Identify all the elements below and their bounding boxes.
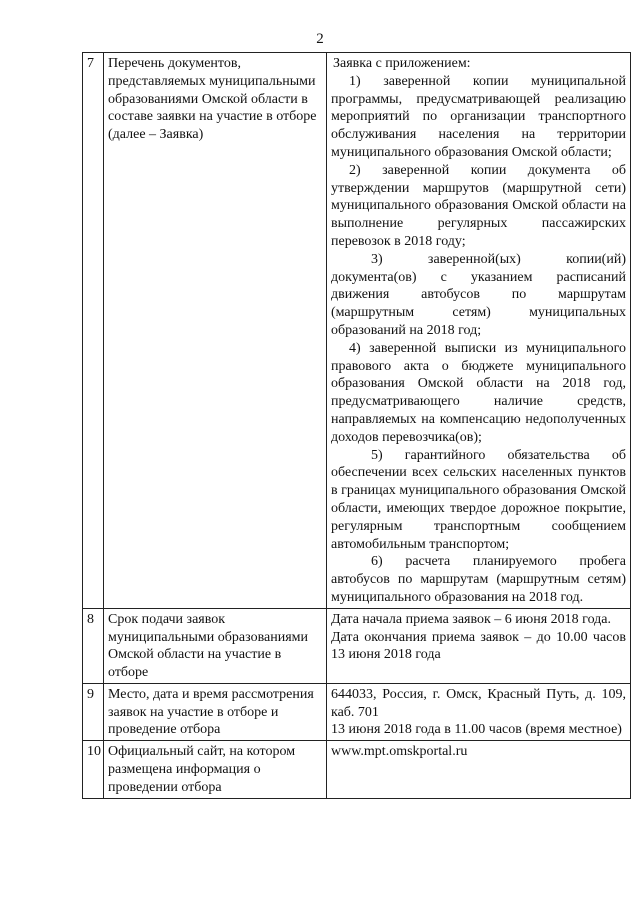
value-paragraph: 13 июня 2018 года в 11.00 часов (время местное) — [331, 722, 622, 738]
row-number: 7 — [83, 53, 104, 609]
value-paragraph: 1) заверенной копии муниципальной программы, предусматривающей реализацию мероприятий по организации транспортного обслуживания населения на территории муниципального образования Омской области; — [331, 73, 626, 160]
row-title — [104, 741, 327, 798]
table-row — [83, 53, 631, 609]
table-row — [83, 608, 631, 683]
value-paragraph: 644033, Россия, г. Омск, Красный Путь, д. 109, каб. 701 — [331, 686, 626, 720]
row-number: 8 — [83, 608, 104, 683]
row-title-text: Срок подачи заявок муниципальными образованиями Омской области на участие в отборе — [108, 611, 308, 681]
row-title — [104, 683, 327, 740]
row-title — [104, 53, 327, 609]
row-title-text: Место, дата и время рассмотрения заявок на участие в отборе и проведение отбора — [108, 686, 314, 738]
row-value — [327, 683, 631, 740]
value-paragraph: 2) заверенной копии документа об утверждении маршрутов (маршрутной сети) муниципального образования Омской области на выполнение регулярных пассажирских перевозок в 2018 году; — [331, 162, 626, 249]
row-title-text: Перечень документов, представляемых муниципальными образованиями Омской области в составе заявки на участие в отборе (далее – Заявка) — [108, 56, 317, 143]
row-title — [104, 608, 327, 683]
table-row — [83, 741, 631, 798]
row-value — [327, 53, 631, 609]
value-paragraph: 3) заверенной(ых) копии(ий) документа(ов) с указанием расписаний движения автобусов по маршрутам (маршрутным сетям) муниципальных образований на 2018 год; — [331, 251, 626, 338]
website-link-text: www.mpt.omskportal.ru — [331, 744, 468, 760]
selection-info-table — [82, 52, 631, 799]
row-value — [327, 608, 631, 683]
row-number: 10 — [83, 741, 104, 798]
row-number: 9 — [83, 683, 104, 740]
table-row — [83, 683, 631, 740]
row-title-text: Официальный сайт, на котором размещена информация о проведении отбора — [108, 744, 296, 795]
value-paragraph: 6) расчета планируемого пробега автобусов по маршрутам (маршрутным сетям) муниципального образования на 2018 год. — [331, 554, 626, 605]
value-paragraph: 5) гарантийного обязательства об обеспечении всех сельских населенных пунктов в границах муниципального образования Омской области, имеющих твердое дорожное покрытие, регулярным транспортным сообщением автомобильным транспортом; — [331, 447, 626, 552]
page-number: 2 — [316, 31, 324, 47]
row-value — [327, 741, 631, 798]
value-paragraph: Дата начала приема заявок – 6 июня 2018 года. — [331, 611, 612, 627]
value-paragraph: Дата окончания приема заявок – до 10.00 часов 13 июня 2018 года — [331, 629, 626, 663]
value-paragraph: 4) заверенной выписки из муниципального правового акта о бюджете муниципального образования Омской области на 2018 год, предусматривающего наличие средств, направляемых на компенсацию недополученных доходов перевозчика(ов); — [331, 340, 626, 445]
value-paragraph: Заявка с приложением: — [333, 56, 471, 71]
